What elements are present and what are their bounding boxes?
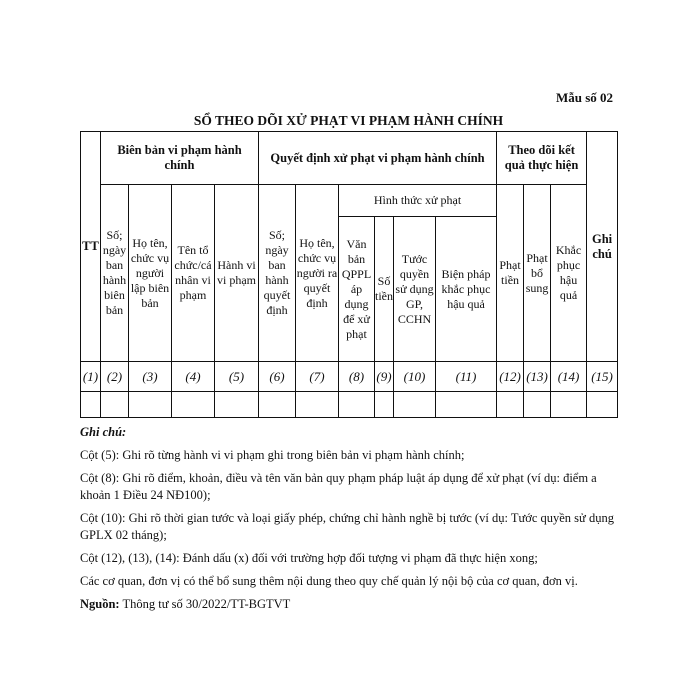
empty-cell[interactable]: [587, 392, 618, 418]
form-code-label: Mẫu số 02: [556, 90, 614, 105]
column-number: (10): [394, 362, 436, 392]
header-col-10: Tước quyền sử dụng GP, CCHN: [394, 217, 436, 362]
violation-log-table: [80, 131, 618, 418]
empty-cell[interactable]: [101, 392, 129, 418]
header-hinh-thuc-xu-phat: Hình thức xử phạt: [339, 185, 497, 217]
empty-data-row: [81, 392, 618, 418]
header-col-12: Phạt tiền: [497, 185, 524, 362]
header-col-13: Phạt bổ sung: [524, 185, 551, 362]
note-line: Các cơ quan, đơn vị có thể bổ sung thêm nội dung theo quy chế quản lý nội bộ của cơ quan, đơn vị.: [80, 574, 578, 588]
column-number: (5): [215, 362, 259, 392]
header-col-4: Tên tổ chức/cá nhân vi phạm: [172, 185, 215, 362]
empty-cell[interactable]: [375, 392, 394, 418]
column-number: (14): [551, 362, 587, 392]
header-col-5: Hành vi vi phạm: [215, 185, 259, 362]
empty-cell[interactable]: [497, 392, 524, 418]
empty-cell[interactable]: [129, 392, 172, 418]
header-col-14: Khắc phục hậu quả: [551, 185, 587, 362]
note-line: Cột (8): Ghi rõ điểm, khoản, điều và tên văn bản quy phạm pháp luật áp dụng để xử phạt (ví dụ: điểm a khoản 1 Điều 24 NĐ100);: [80, 471, 597, 502]
empty-cell[interactable]: [524, 392, 551, 418]
header-group-quyet-dinh: Quyết định xử phạt vi phạm hành chính: [259, 132, 497, 185]
document-title: SỔ THEO DÕI XỬ PHẠT VI PHẠM HÀNH CHÍNH: [193, 113, 504, 128]
column-number: (7): [296, 362, 339, 392]
empty-cell[interactable]: [551, 392, 587, 418]
empty-cell[interactable]: [215, 392, 259, 418]
column-number: (11): [436, 362, 497, 392]
empty-cell[interactable]: [296, 392, 339, 418]
header-group-theo-doi: Theo dõi kết quả thực hiện: [497, 132, 587, 185]
header-ghi-chu: Ghi chú: [587, 132, 618, 362]
header-col-3: Họ tên, chức vụ người lập biên bản: [129, 185, 172, 362]
empty-cell[interactable]: [259, 392, 296, 418]
column-number: (12): [497, 362, 524, 392]
header-col-7: Họ tên, chức vụ người ra quyết định: [296, 185, 339, 362]
column-number: (1): [81, 362, 101, 392]
source-text: Thông tư số 30/2022/TT-BGTVT: [122, 597, 291, 611]
header-tt: TT: [81, 132, 101, 362]
empty-cell[interactable]: [81, 392, 101, 418]
column-number: (8): [339, 362, 375, 392]
column-number: (6): [259, 362, 296, 392]
column-number: (4): [172, 362, 215, 392]
note-line: Cột (10): Ghi rõ thời gian tước và loại giấy phép, chứng chỉ hành nghề bị tước (ví dụ: Tước quyền sử dụng GPLX 02 tháng);: [80, 511, 614, 542]
note-line: Cột (5): Ghi rõ từng hành vi vi phạm ghi trong biên bản vi phạm hành chính;: [80, 448, 465, 462]
empty-cell[interactable]: [339, 392, 375, 418]
note-line: Cột (12), (13), (14): Đánh dấu (x) đối với trường hợp đối tượng vi phạm đã thực hiện xong;: [80, 551, 538, 565]
notes-heading: Ghi chú:: [80, 425, 127, 439]
header-group-bien-ban: Biên bản vi phạm hành chính: [101, 132, 259, 185]
empty-cell[interactable]: [394, 392, 436, 418]
column-number: (9): [375, 362, 394, 392]
header-col-9: Số tiền: [375, 217, 394, 362]
header-col-11: Biện pháp khắc phục hậu quả: [436, 217, 497, 362]
header-col-6: Số; ngày ban hành quyết định: [259, 185, 296, 362]
header-col-8: Văn bản QPPL áp dụng để xử phạt: [339, 217, 375, 362]
notes-section: [80, 424, 620, 619]
source-label: Nguồn:: [80, 597, 120, 611]
column-number: (13): [524, 362, 551, 392]
column-number: (3): [129, 362, 172, 392]
column-number: (15): [587, 362, 618, 392]
column-number: (2): [101, 362, 129, 392]
empty-cell[interactable]: [436, 392, 497, 418]
header-col-2: Số; ngày ban hành biên bản: [101, 185, 129, 362]
source-line: [80, 596, 620, 613]
empty-cell[interactable]: [172, 392, 215, 418]
